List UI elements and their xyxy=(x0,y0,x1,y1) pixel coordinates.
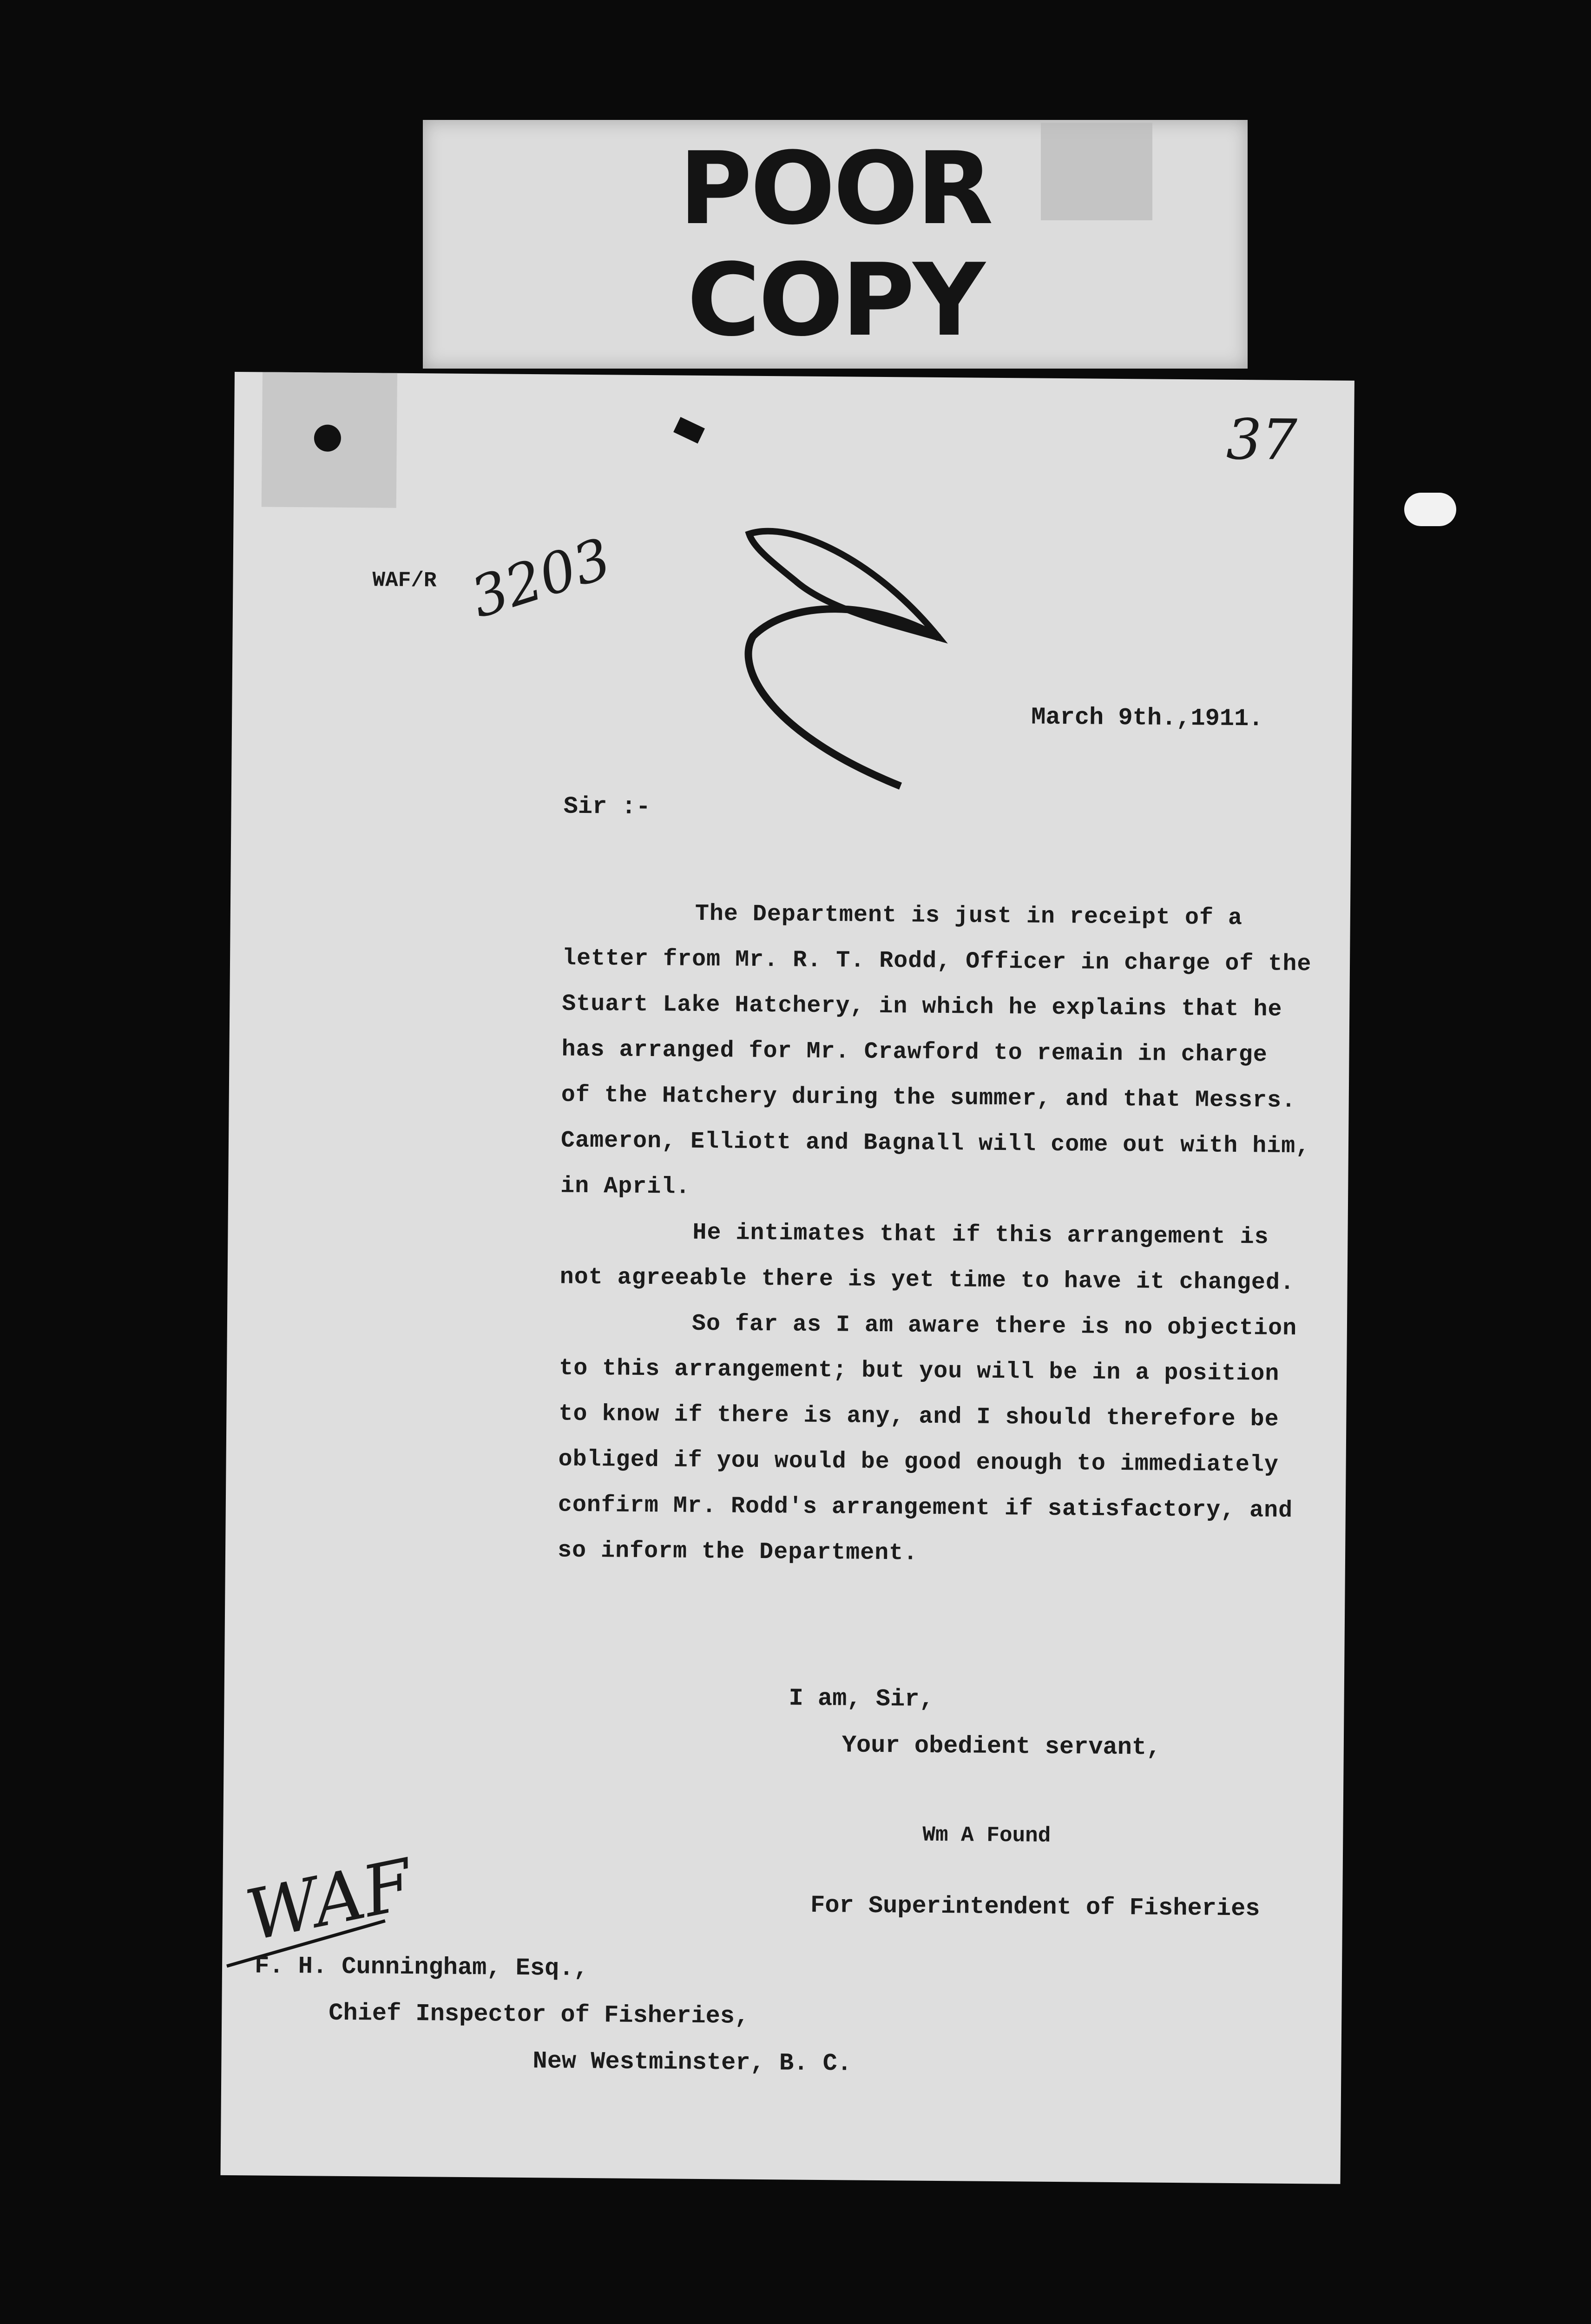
handwritten-file-number: 3203 xyxy=(463,526,618,631)
addressee-line-1: F. H. Cunningham, Esq., xyxy=(254,1952,588,1983)
body-line: So far as I am aware there is no objection xyxy=(691,1310,1297,1342)
handwritten-initials: WAF xyxy=(239,1844,420,1957)
body-line: to know if there is any, and I should therefore be xyxy=(559,1400,1279,1433)
poor-copy-banner xyxy=(423,120,1248,369)
body-line: letter from Mr. R. T. Rodd, Officer in charge of the xyxy=(562,945,1312,978)
body-line: Cameron, Elliott and Bagnall will come out with him, xyxy=(560,1127,1310,1160)
body-line: to this arrangement; but you will be in a position xyxy=(559,1355,1280,1387)
punch-hole xyxy=(314,424,341,451)
letter-date: March 9th.,1911. xyxy=(1031,703,1263,733)
letter-page xyxy=(221,372,1354,2184)
body-line: has arranged for Mr. Crawford to remain in charge xyxy=(561,1036,1268,1069)
body-line: not agreeable there is yet time to have it changed. xyxy=(559,1264,1295,1296)
page-number: 37 xyxy=(1226,407,1298,473)
banner-line-2: COPY xyxy=(687,242,984,358)
body-line: confirm Mr. Rodd's arrangement if satisfactory, and xyxy=(558,1492,1293,1524)
closing-line-2: Your obedient servant, xyxy=(842,1731,1161,1762)
body-line: Stuart Lake Hatchery, in which he explains that he xyxy=(562,990,1282,1023)
banner-line-1: POOR xyxy=(679,130,992,247)
body-line: He intimates that if this arrangement is xyxy=(692,1219,1269,1251)
addressee-line-2: Chief Inspector of Fisheries, xyxy=(329,1999,749,2030)
ink-blot xyxy=(673,417,705,443)
body-line: of the Hatchery during the summer, and that Messrs. xyxy=(561,1082,1296,1114)
addressee-line-3: New Westminster, B. C. xyxy=(533,2047,852,2078)
signature-name: Wm A Found xyxy=(922,1822,1051,1848)
closing-line-1: I am, Sir, xyxy=(789,1684,934,1713)
body-line: obliged if you would be good enough to immediately xyxy=(558,1446,1279,1479)
salutation: Sir :- xyxy=(563,792,651,821)
paper-fleck xyxy=(1404,493,1456,526)
body-line: in April. xyxy=(560,1173,690,1201)
handwritten-2-mark xyxy=(733,515,959,796)
body-line: The Department is just in receipt of a xyxy=(695,900,1243,932)
reference-initials: WAF/R xyxy=(372,568,437,593)
body-line: so inform the Department. xyxy=(557,1537,918,1567)
signature-title: For Superintendent of Fisheries xyxy=(810,1891,1260,1923)
